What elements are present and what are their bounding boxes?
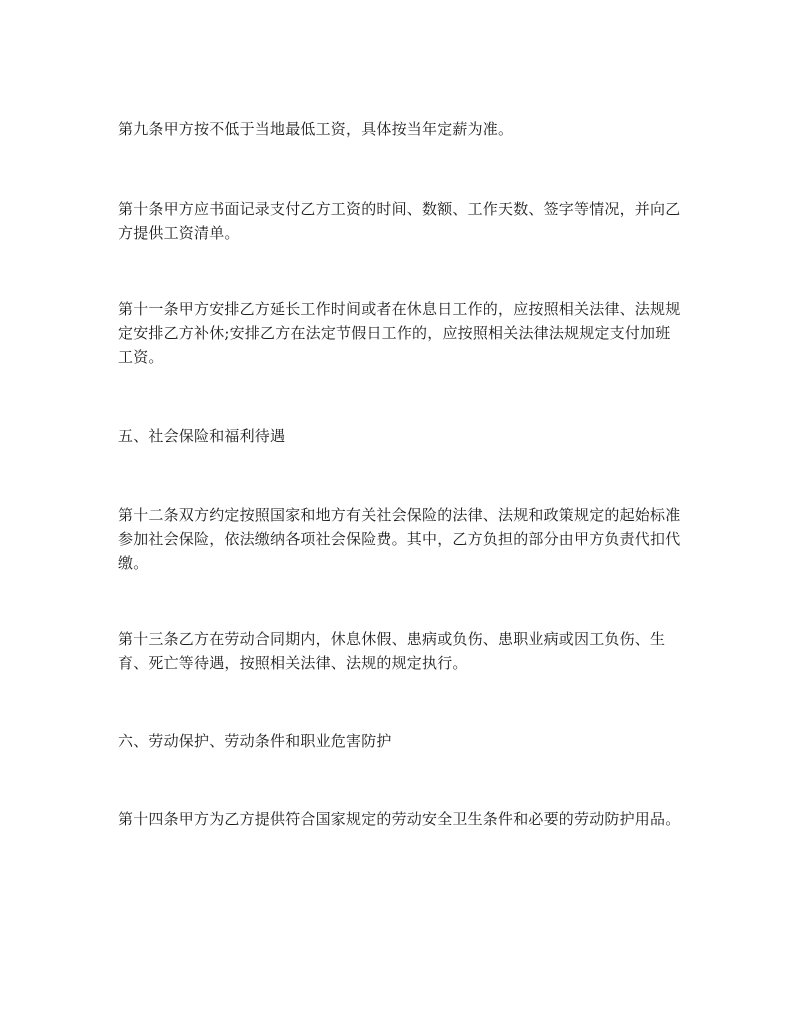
article-12-paragraph: 第十二条双方约定按照国家和地方有关社会保险的法律、法规和政策规定的起始标准参加社会保险，依法缴纳各项社会保险费。其中，乙方负担的部分由甲方负责代扣代缴。: [118, 506, 681, 572]
article-14-paragraph: 第十四条甲方为乙方提供符合国家规定的劳动安全卫生条件和必要的劳动防护用品。: [118, 810, 681, 828]
section-5-heading: 五、社会保险和福利待遇: [118, 427, 286, 445]
article-13-paragraph: 第十三条乙方在劳动合同期内，休息休假、患病或负伤、患职业病或因工负伤、生育、死亡等待遇，按照相关法律、法规的规定执行。: [118, 630, 666, 672]
article-10-paragraph: 第十条甲方应书面记录支付乙方工资的时间、数额、工作天数、签字等情况，并向乙方提供工资清单。: [118, 200, 681, 242]
section-6-heading: 六、劳动保护、劳动条件和职业危害防护: [118, 732, 392, 750]
article-9-paragraph: 第九条甲方按不低于当地最低工资，具体按当年定薪为准。: [118, 120, 514, 138]
article-11-paragraph: 第十一条甲方安排乙方延长工作时间或者在休息日工作的，应按照相关法律、法规规定安排乙方补休;安排乙方在法定节假日工作的，应按照相关法律法规规定支付加班工资。: [118, 300, 681, 366]
